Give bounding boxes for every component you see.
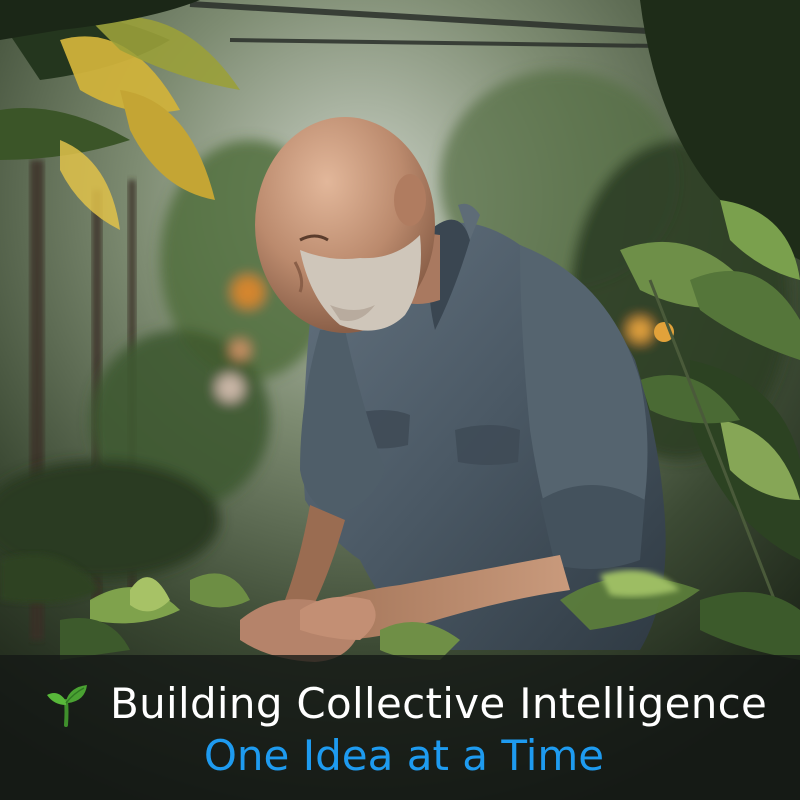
caption-subtitle: One Idea at a Time [203,731,605,780]
caption-title: Building Collective Intelligence [110,679,768,728]
seedling-icon [44,681,90,727]
caption-title-line [44,676,767,732]
